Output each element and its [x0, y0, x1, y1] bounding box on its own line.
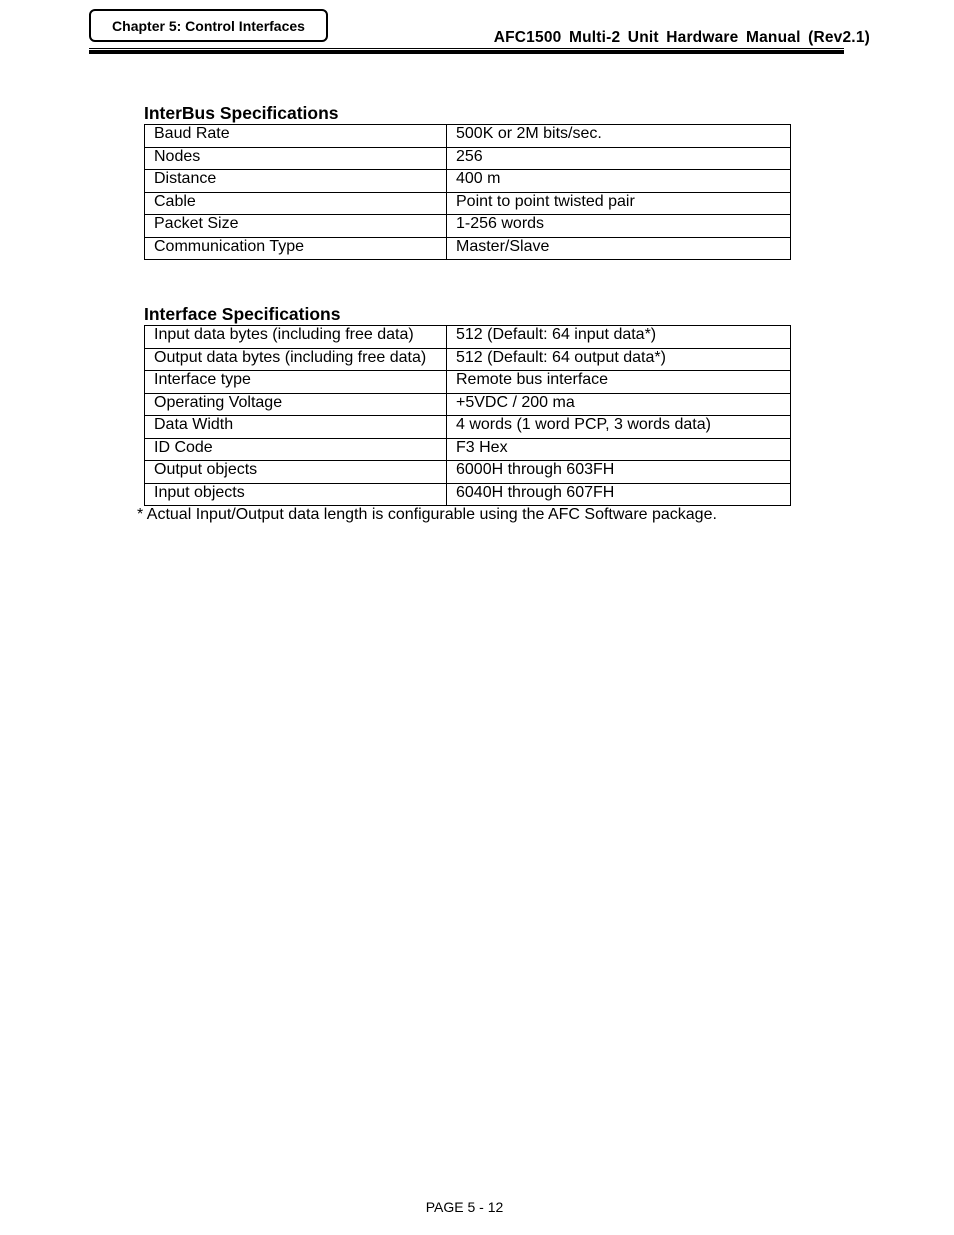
- table-row: [145, 125, 791, 148]
- header-rule-thick: [89, 50, 844, 54]
- table-row: [145, 147, 791, 170]
- table-row: [145, 371, 791, 394]
- spec-label: Cable: [145, 192, 447, 215]
- spec-value: Remote bus interface: [447, 371, 791, 394]
- spec-label: ID Code: [145, 438, 447, 461]
- table-row: [145, 237, 791, 260]
- spec-label: Communication Type: [145, 237, 447, 260]
- spec-value: 500K or 2M bits/sec.: [447, 125, 791, 148]
- spec-value: 512 (Default: 64 output data*): [447, 348, 791, 371]
- spec-value: 4 words (1 word PCP, 3 words data): [447, 416, 791, 439]
- footnote: * Actual Input/Output data length is configurable using the AFC Software package.: [137, 506, 717, 523]
- spec-value: Master/Slave: [447, 237, 791, 260]
- interbus-section-title: InterBus Specifications: [144, 103, 339, 123]
- table-row: [145, 461, 791, 484]
- spec-label: Input objects: [145, 483, 447, 506]
- table-row: [145, 393, 791, 416]
- spec-value: 1-256 words: [447, 215, 791, 238]
- table-row: [145, 438, 791, 461]
- table-row: [145, 483, 791, 506]
- spec-value: +5VDC / 200 ma: [447, 393, 791, 416]
- spec-label: Output objects: [145, 461, 447, 484]
- spec-value: Point to point twisted pair: [447, 192, 791, 215]
- table-row: [145, 348, 791, 371]
- spec-label: Interface type: [145, 371, 447, 394]
- table-row: [145, 192, 791, 215]
- spec-label: Nodes: [145, 147, 447, 170]
- manual-title: AFC1500 Multi-2 Unit Hardware Manual (Rev2.1): [493, 29, 870, 46]
- spec-label: Operating Voltage: [145, 393, 447, 416]
- spec-label: Data Width: [145, 416, 447, 439]
- table-row: [145, 170, 791, 193]
- spec-label: Output data bytes (including free data): [145, 348, 447, 371]
- spec-value: F3 Hex: [447, 438, 791, 461]
- spec-value: 6040H through 607FH: [447, 483, 791, 506]
- header-rule-thin: [89, 48, 844, 49]
- page-number: PAGE 5 - 12: [425, 1199, 504, 1215]
- spec-value: 400 m: [447, 170, 791, 193]
- spec-label: Distance: [145, 170, 447, 193]
- spec-value: 512 (Default: 64 input data*): [447, 326, 791, 349]
- interbus-spec-table: [144, 124, 791, 260]
- spec-value: 256: [447, 147, 791, 170]
- spec-label: Input data bytes (including free data): [145, 326, 447, 349]
- interface-section-title: Interface Specifications: [144, 304, 341, 324]
- table-row: [145, 215, 791, 238]
- chapter-tab: Chapter 5: Control Interfaces: [89, 9, 328, 42]
- table-row: [145, 326, 791, 349]
- interface-spec-table: [144, 325, 791, 506]
- spec-label: Baud Rate: [145, 125, 447, 148]
- spec-label: Packet Size: [145, 215, 447, 238]
- table-row: [145, 416, 791, 439]
- spec-value: 6000H through 603FH: [447, 461, 791, 484]
